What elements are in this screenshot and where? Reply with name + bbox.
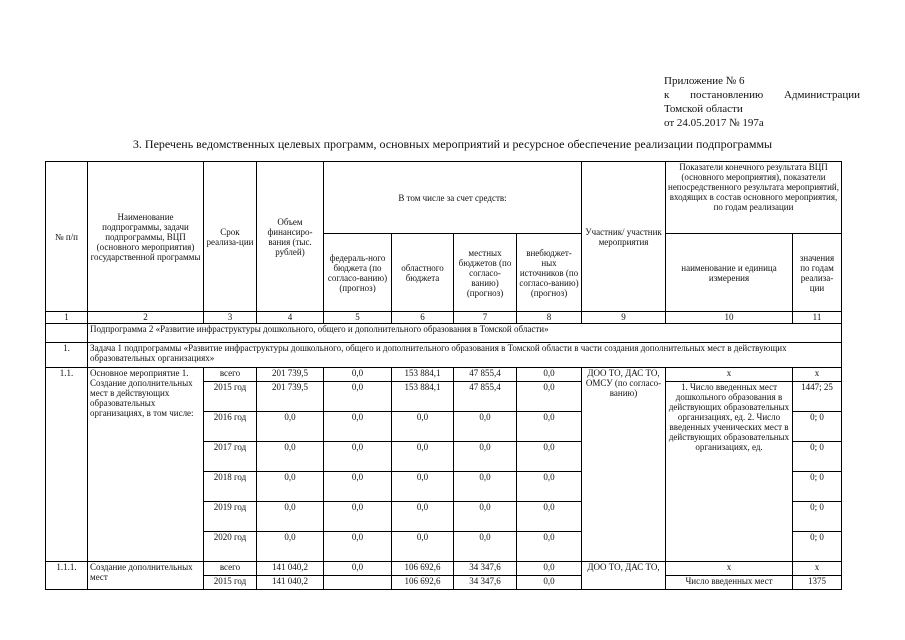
local-cell: 47 855,4 <box>454 382 517 412</box>
indicator-value-cell: 0; 0 <box>793 442 842 472</box>
empty-cell <box>46 324 88 343</box>
local-cell: 34 347,6 <box>454 576 517 590</box>
task-title: Задача 1 подпрограммы «Развитие инфраструктуры дошкольного, общего и дополнительного образования в Томской области в части создания дополнительных мест в действующих образовательных организациях» <box>88 343 842 368</box>
year-cell: 2018 год <box>204 472 257 502</box>
table-row <box>46 562 842 576</box>
col-number: 8 <box>517 312 582 324</box>
federal-cell: 0,0 <box>324 532 392 562</box>
row-number: 1.1. <box>46 368 88 562</box>
local-cell: 0,0 <box>454 502 517 532</box>
year-cell: всего <box>204 562 257 576</box>
indicator-value-cell: х <box>793 562 842 576</box>
extra-cell: 0,0 <box>517 532 582 562</box>
regional-cell: 106 692,6 <box>392 576 454 590</box>
year-cell: 2016 год <box>204 412 257 442</box>
extra-cell: 0,0 <box>517 576 582 590</box>
total-cell: 141 040,2 <box>257 576 324 590</box>
col-number: 1 <box>46 312 88 324</box>
total-cell: 201 739,5 <box>257 382 324 412</box>
regional-cell: 153 884,1 <box>392 368 454 382</box>
total-cell: 0,0 <box>257 532 324 562</box>
indicator-value-cell: 0; 0 <box>793 532 842 562</box>
col-number: 11 <box>793 312 842 324</box>
task-number: 1. <box>46 343 88 368</box>
indicator-name-cell: Число введенных мест <box>666 576 793 590</box>
col-number: 4 <box>257 312 324 324</box>
header-extra: внебюджет-ных источников (по согласо-ванию) (прогноз) <box>517 234 582 312</box>
indicator-value-cell: 0; 0 <box>793 412 842 442</box>
appendix-line-3: Томской области <box>664 103 743 115</box>
col-number: 6 <box>392 312 454 324</box>
indicator-value-cell: х <box>793 368 842 382</box>
extra-cell: 0,0 <box>517 562 582 576</box>
total-cell: 201 739,5 <box>257 368 324 382</box>
indicator-value-cell: 0; 0 <box>793 472 842 502</box>
extra-cell: 0,0 <box>517 442 582 472</box>
table-row <box>46 368 842 382</box>
indicator-description: 1. Число введенных мест дошкольного образования в действующих образовательных организациях, ед. 2. Число введенных ученических мест в действующих образовательных организациях, ед. <box>666 382 793 562</box>
document-title: 3. Перечень ведомственных целевых программ, основных мероприятий и ресурсное обеспечение реализации подпрограммы <box>132 137 773 151</box>
regional-cell: 0,0 <box>392 412 454 442</box>
federal-cell: 0,0 <box>324 502 392 532</box>
indicator-value-cell: 1447; 25 <box>793 382 842 412</box>
header-regional: областного бюджета <box>392 234 454 312</box>
regional-cell: 0,0 <box>392 442 454 472</box>
appendix-line-2: к постановлению Администрации <box>664 89 860 101</box>
year-cell: 2015 год <box>204 382 257 412</box>
regional-cell: 0,0 <box>392 532 454 562</box>
col-number: 2 <box>88 312 204 324</box>
indicator-name-cell: х <box>666 562 793 576</box>
year-cell: 2017 год <box>204 442 257 472</box>
header-volume: Объем финансиро-вания (тыс. рублей) <box>257 162 324 312</box>
header-federal: федераль-ного бюджета (по согласо-ванию) (прогноз) <box>324 234 392 312</box>
col-number: 10 <box>666 312 793 324</box>
federal-cell: 0,0 <box>324 368 392 382</box>
col-number: 5 <box>324 312 392 324</box>
year-cell: 2020 год <box>204 532 257 562</box>
participant-cell: ДОО ТО, ДАС ТО, <box>582 562 666 590</box>
regional-cell: 0,0 <box>392 472 454 502</box>
row-number: 1.1.1. <box>46 562 88 590</box>
federal-cell: 0,0 <box>324 562 392 576</box>
header-participant: Участник/ участник мероприятия <box>582 162 666 312</box>
header-including: В том числе за счет средств: <box>324 162 582 234</box>
total-cell: 0,0 <box>257 442 324 472</box>
total-cell: 0,0 <box>257 472 324 502</box>
col-number: 3 <box>204 312 257 324</box>
local-cell: 0,0 <box>454 412 517 442</box>
extra-cell: 0,0 <box>517 368 582 382</box>
regional-cell: 0,0 <box>392 502 454 532</box>
extra-cell: 0,0 <box>517 502 582 532</box>
total-cell: 141 040,2 <box>257 562 324 576</box>
header-name: Наименование подпрограммы, задачи подпрограммы, ВЦП (основного мероприятия) государственной программы <box>88 162 204 312</box>
federal-cell: 0,0 <box>324 472 392 502</box>
extra-cell: 0,0 <box>517 412 582 442</box>
federal-cell: 0,0 <box>324 382 392 412</box>
header-term: Срок реализа-ции <box>204 162 257 312</box>
indicator-value-cell: 0; 0 <box>793 502 842 532</box>
header-local: местных бюджетов (по согласо-ванию) (прогноз) <box>454 234 517 312</box>
local-cell: 0,0 <box>454 442 517 472</box>
activity-name: Создание дополнительных мест <box>88 562 204 590</box>
federal-cell: 0,0 <box>324 442 392 472</box>
column-number-row <box>46 312 842 324</box>
local-cell: 34 347,6 <box>454 562 517 576</box>
header-indicators: Показатели конечного результата ВЦП (основного мероприятия), показатели непосредственного результата мероприятий, входящих в состав основного мероприятия, по годам реализации <box>666 162 842 234</box>
year-cell: 2019 год <box>204 502 257 532</box>
appendix-line-4: от 24.05.2017 № 197а <box>664 117 764 129</box>
local-cell: 47 855,4 <box>454 368 517 382</box>
appendix-block <box>664 74 860 130</box>
activity-name: Основное мероприятие 1. Создание дополнительных мест в действующих образовательных организациях, в том числе: <box>88 368 204 562</box>
regional-cell: 153 884,1 <box>392 382 454 412</box>
federal-cell <box>324 576 392 590</box>
year-cell: всего <box>204 368 257 382</box>
participant-cell: ДОО ТО, ДАС ТО, ОМСУ (по согласо-ванию) <box>582 368 666 562</box>
subprogram-title: Подпрограмма 2 «Развитие инфраструктуры дошкольного, общего и дополнительного образования в Томской области» <box>88 324 842 343</box>
col-number: 7 <box>454 312 517 324</box>
header-indicator-values: значения по годам реализа-ции <box>793 234 842 312</box>
indicator-value-cell: 1375 <box>793 576 842 590</box>
indicator-name-cell: х <box>666 368 793 382</box>
header-indicator-name: наименование и единица измерения <box>666 234 793 312</box>
regional-cell: 106 692,6 <box>392 562 454 576</box>
year-cell: 2015 год <box>204 576 257 590</box>
federal-cell: 0,0 <box>324 412 392 442</box>
total-cell: 0,0 <box>257 412 324 442</box>
header-no: № п/п <box>46 162 88 312</box>
extra-cell: 0,0 <box>517 382 582 412</box>
local-cell: 0,0 <box>454 472 517 502</box>
total-cell: 0,0 <box>257 502 324 532</box>
col-number: 9 <box>582 312 666 324</box>
appendix-line-1: Приложение № 6 <box>664 75 745 87</box>
program-table <box>45 161 842 590</box>
extra-cell: 0,0 <box>517 472 582 502</box>
local-cell: 0,0 <box>454 532 517 562</box>
